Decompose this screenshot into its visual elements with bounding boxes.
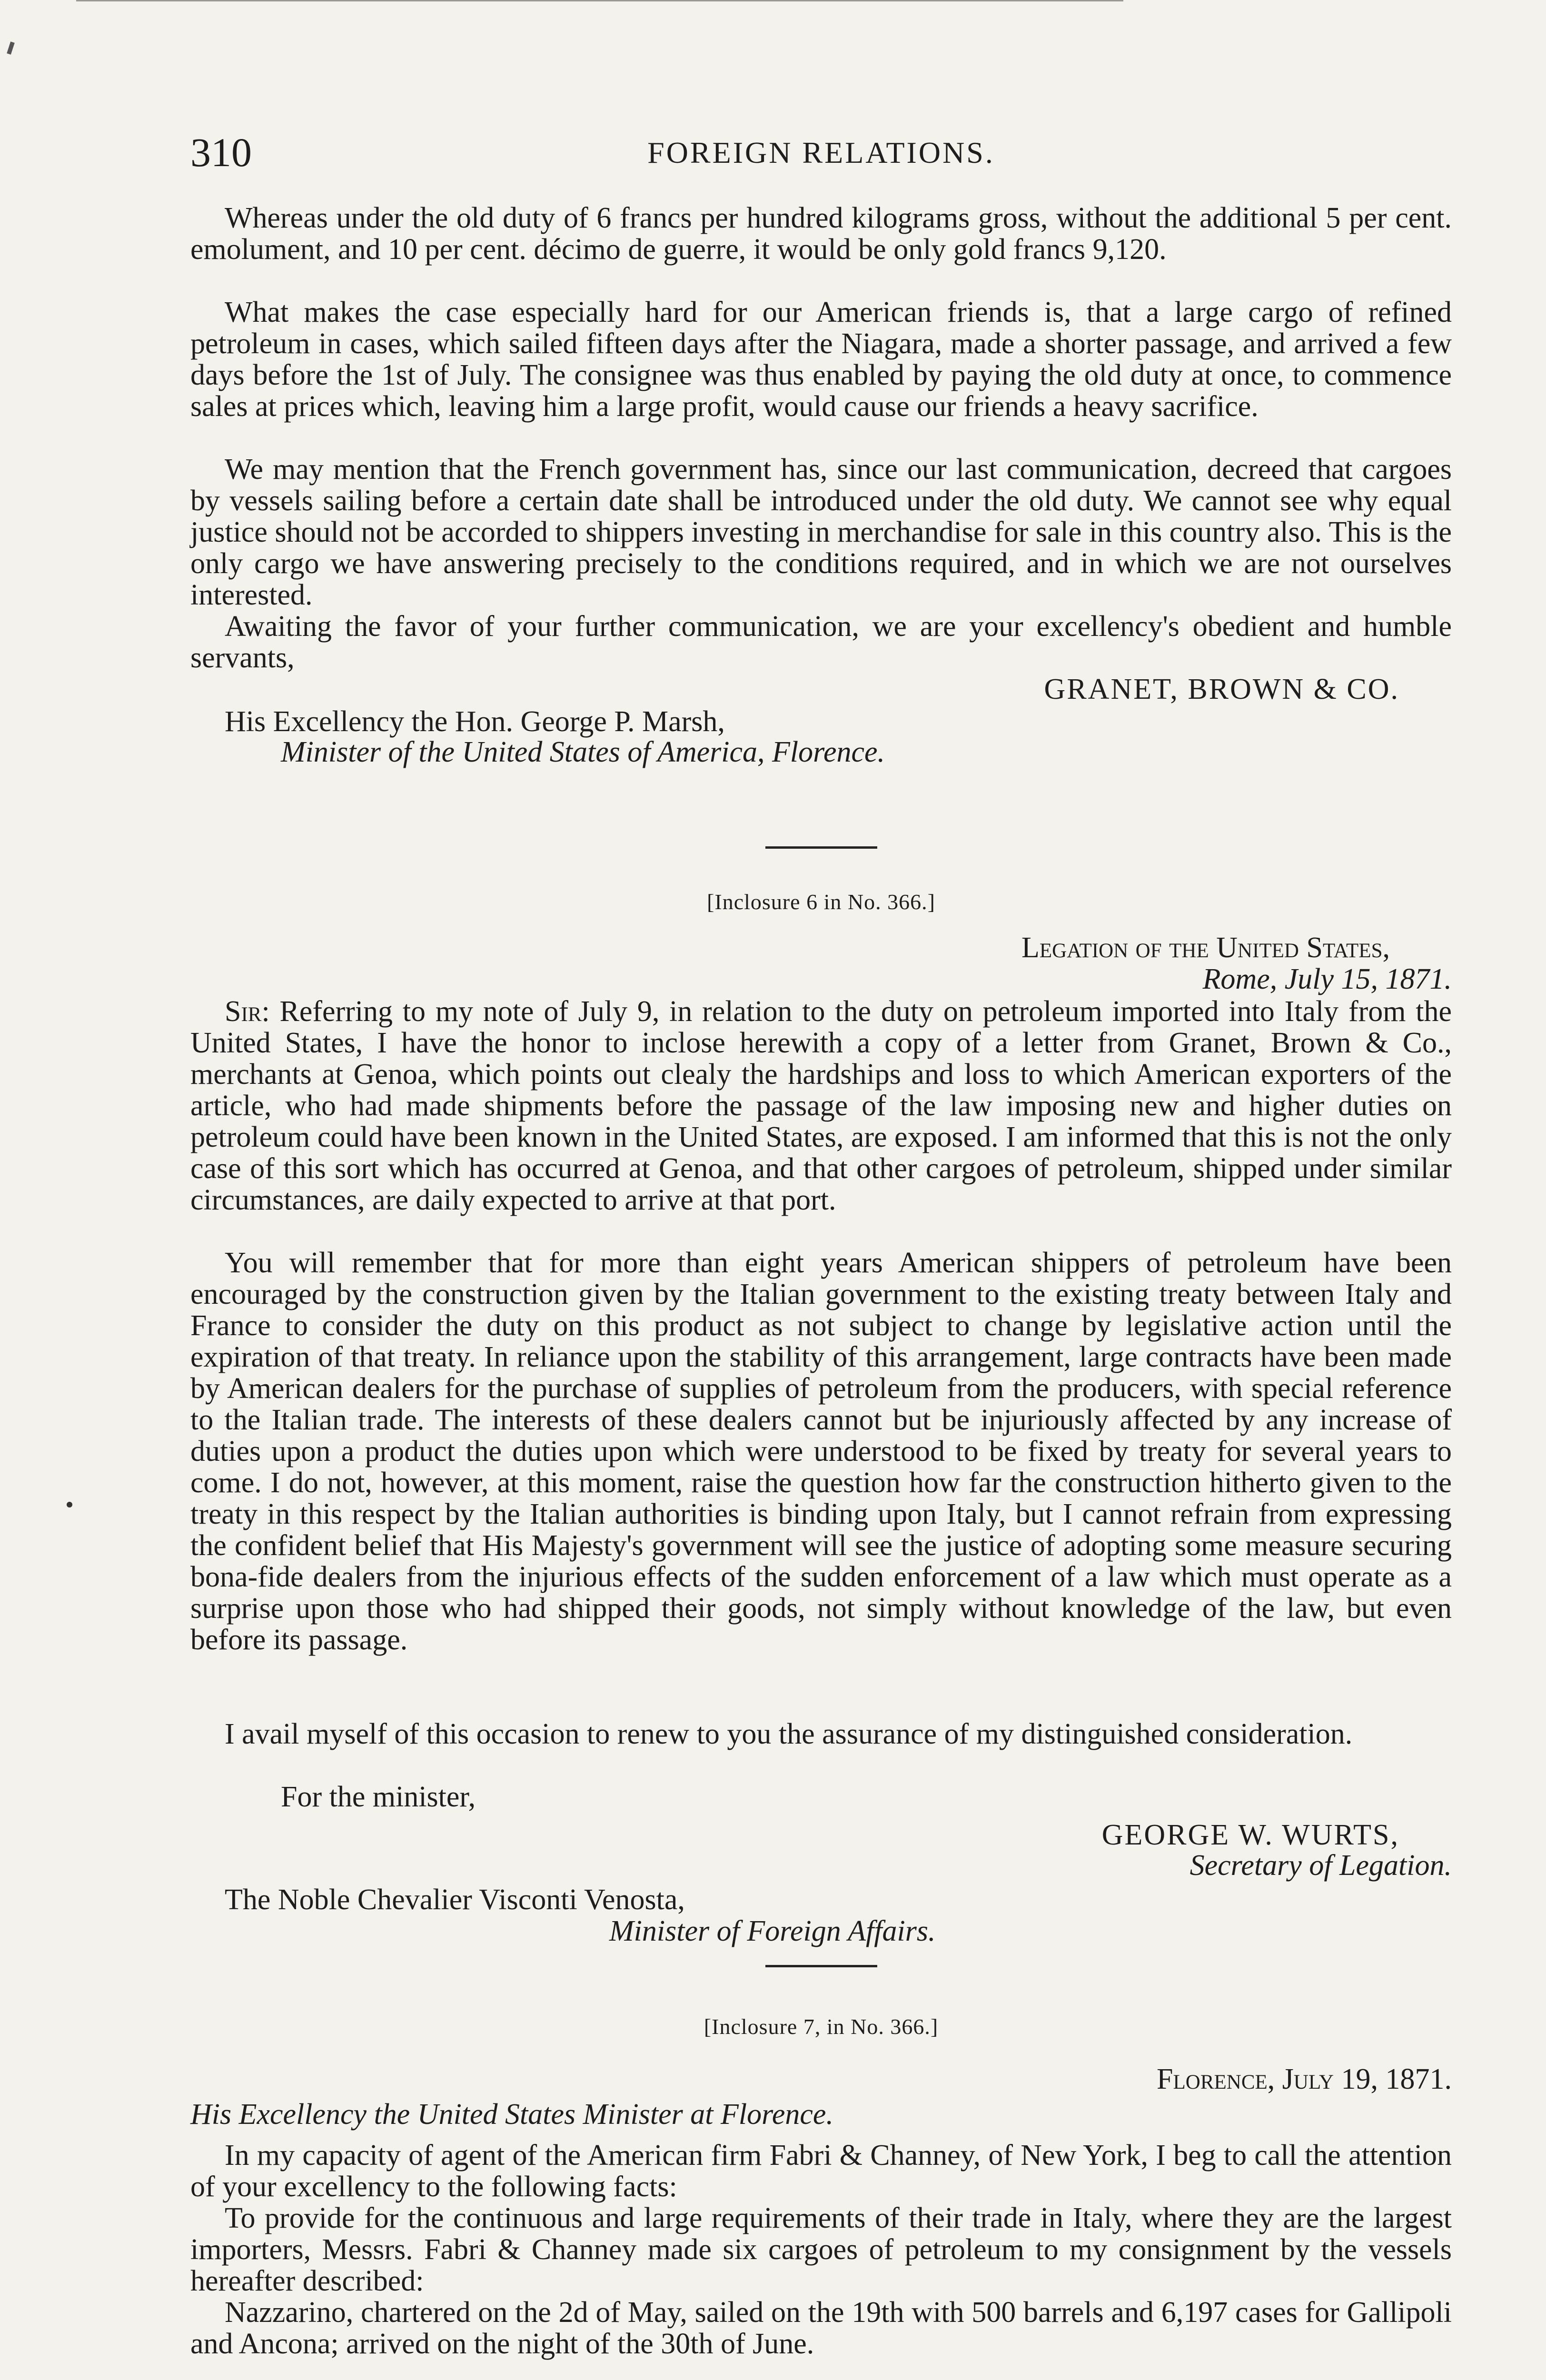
paragraph: What makes the case especially hard for our American friends is, that a large cargo of refined petroleum in cases, which sailed fifteen days after the Niagara, made a shorter passage, and arrived a few days before the 1st of July. The consignee was thus enabled by paying the old duty at once, to commence sales at prices which, leaving him a large profit, would cause our friends a heavy sacrifice. <box>190 296 1452 423</box>
signature: GRANET, BROWN & CO. <box>1044 673 1399 705</box>
addressee-title: Minister of the United States of America, Florence. <box>281 736 885 768</box>
page-header <box>190 129 1452 186</box>
legation-date: Rome, July 15, 1871. <box>1202 963 1452 995</box>
paragraph: Nazzarino, chartered on the 2d of May, sailed on the 19th with 500 barrels and 6,197 cases for Gallipoli and Ancona; arrived on the night of the 30th of June. <box>190 2296 1452 2360</box>
page-number: 310 <box>190 129 252 175</box>
divider-rule <box>765 1965 877 1967</box>
legation-place: Legation of the United States, <box>1021 932 1390 964</box>
section-divider <box>190 846 1452 849</box>
inclosure-heading: [Inclosure 7, in No. 366.] <box>704 2014 939 2039</box>
for-minister: For the minister, <box>281 1781 476 1813</box>
signature-title: Secretary of Legation. <box>1189 1849 1452 1882</box>
paragraph: Awaiting the favor of your further communication, we are your excellency's obedient and humble servants, <box>190 610 1452 674</box>
paragraph: We may mention that the French government has, since our last communication, decreed that cargoes by vessels sailing before a certain date shall be introduced under the old duty. We cannot see why equal justice should not be accorded to shippers investing in merchandise for sale in this country also. This is the only cargo we have answering precisely to the conditions required, and in which we are not ourselves interested. <box>190 453 1452 611</box>
paragraph-text: Referring to my note of July 9, in relation to the duty on petroleum imported into Italy from the United States, I have the honor to inclose herewith a copy of a letter from Granet, Brown & Co., merchants at Genoa, which points out clealy the hardships and loss to which American exporters of the article, who had made shipments before the passage of the law imposing new and higher duties on petroleum could have been known in the United States, are exposed. I am informed that this is not the only case of this sort which has occurred at Genoa, and that other cargoes of petroleum, shipped under similar circumstances, are daily expected to arrive at that port. <box>190 995 1452 1216</box>
paragraph: In my capacity of agent of the American firm Fabri & Channey, of New York, I beg to call the attention of your excellency to the following facts: <box>190 2139 1452 2203</box>
paragraph <box>190 996 1452 1247</box>
letter-granet-brown <box>190 202 1452 767</box>
addressee-name: His Excellency the Hon. George P. Marsh, <box>225 705 725 738</box>
inclosure-6 <box>190 886 1452 1947</box>
addressee-name: The Noble Chevalier Visconti Venosta, <box>225 1884 685 1916</box>
paragraph: To provide for the continuous and large requirements of their trade in Italy, where they are the largest importers, Messrs. Fabri & Channey made six cargoes of petroleum to my consignment by the vessels hereafter described: <box>190 2202 1452 2297</box>
inclosure-heading: [Inclosure 6 in No. 366.] <box>707 890 935 914</box>
running-title: FOREIGN RELATIONS. <box>647 136 995 169</box>
addressee: His Excellency the United States Minister at Florence. <box>190 2098 833 2131</box>
addressee-title: Minister of Foreign Affairs. <box>609 1915 936 1947</box>
margin-mark <box>7 41 15 55</box>
signature: GEORGE W. WURTS, <box>1101 1819 1399 1851</box>
paragraph: You will remember that for more than eight years American shippers of petroleum have been encouraged by the construction given by the Italian government to the existing treaty between Italy and France to consider the duty on this product as not subject to change by legislative action until the expiration of that treaty. In reliance upon the stability of this arrangement, large contracts have been made by American dealers for the purchase of supplies of petroleum from the producers, with special reference to the Italian trade. The interests of these dealers cannot but be injuriously affected by any increase of duties upon a product the duties upon which were understood to be fixed by treaty for several years to come. I do not, however, at this moment, raise the question how far the construction hitherto given to the treaty in this respect by the Italian authorities is binding upon Italy, but I cannot refrain from expressing the confident belief that His Majesty's government will see the justice of adopting some measure securing bona-fide dealers from the injurious effects of the sudden enforcement of a law which must operate as a surprise upon those who had shipped their goods, not simply without knowledge of the law, but even before its passage. <box>190 1247 1452 1656</box>
inclosure-7 <box>190 2011 1452 2360</box>
dateline: Florence, July 19, 1871. <box>1157 2063 1452 2095</box>
divider-rule <box>765 846 877 849</box>
margin-dot <box>67 1502 72 1507</box>
paragraph: Whereas under the old duty of 6 francs per hundred kilograms gross, without the additional 5 per cent. emolument, and 10 per cent. décimo de guerre, it would be only gold francs 9,120. <box>190 202 1452 266</box>
top-edge-line <box>76 0 1123 1</box>
salutation: Sir: <box>225 995 270 1028</box>
paragraph: I avail myself of this occasion to renew to you the assurance of my distinguished consideration. <box>225 1718 1353 1750</box>
section-divider <box>190 1965 1452 1967</box>
